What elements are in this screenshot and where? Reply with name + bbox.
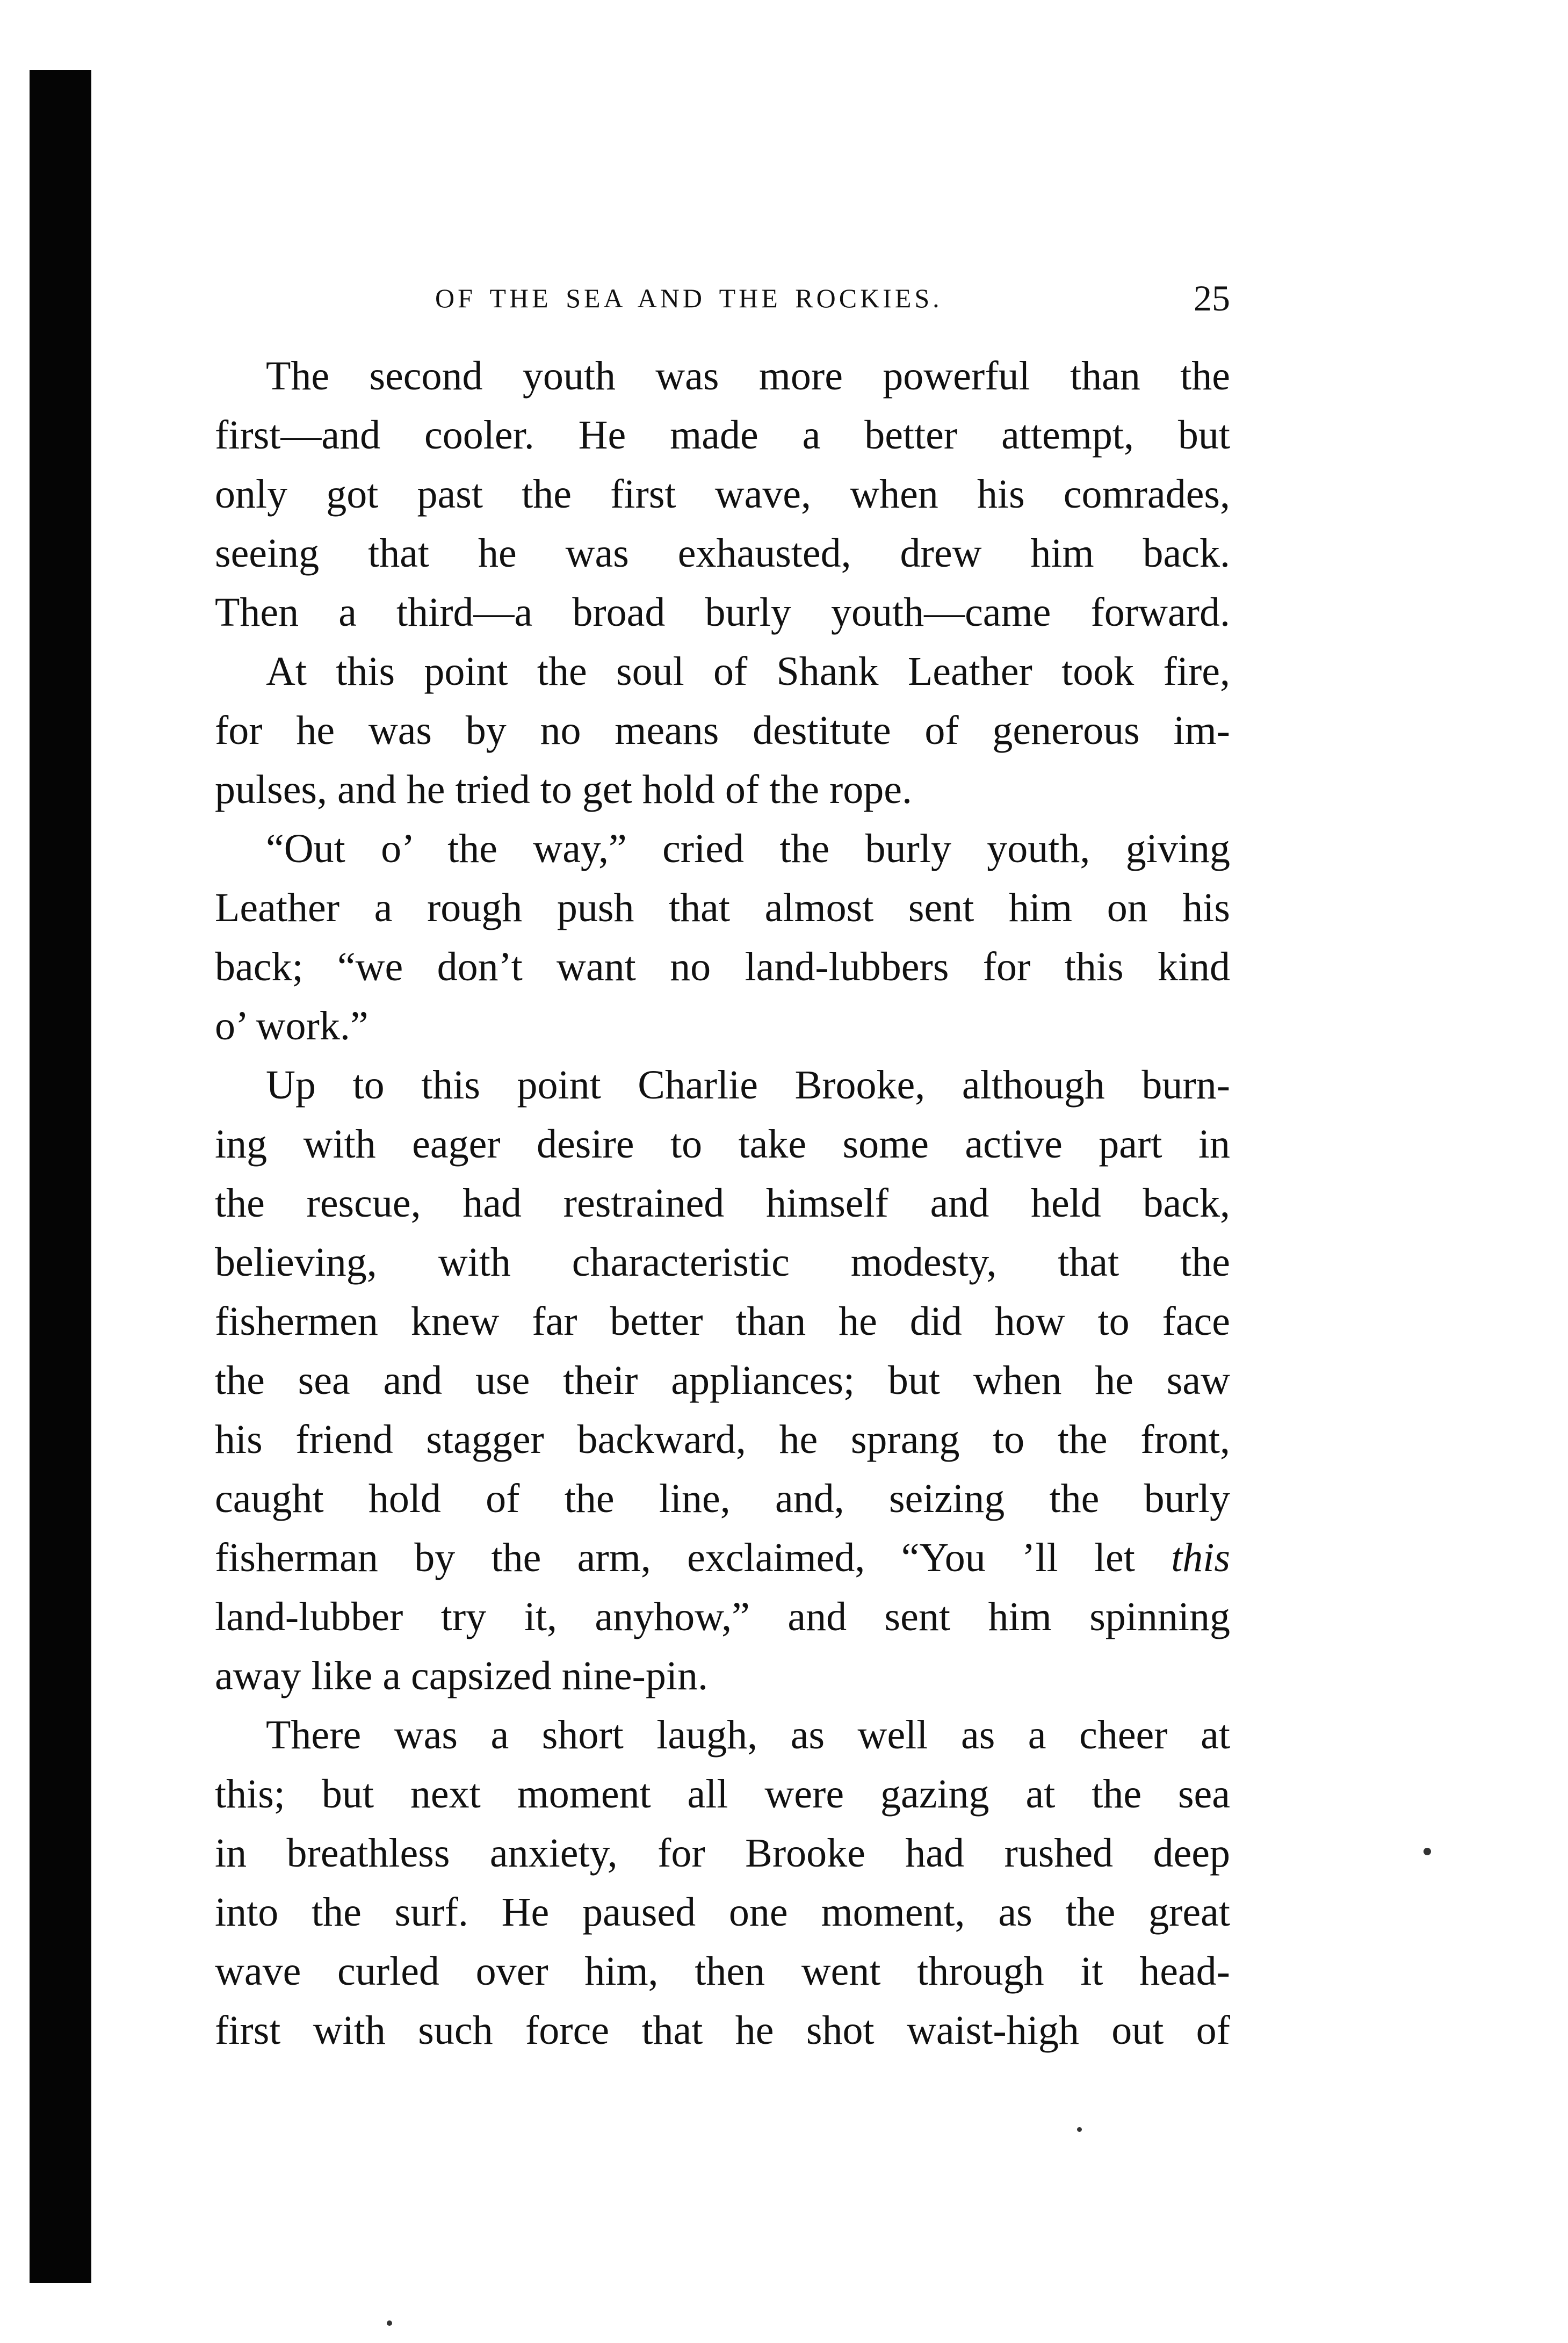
book-binding-edge bbox=[30, 70, 91, 2283]
text-line: first—and cooler. He made a better attempt, but bbox=[215, 413, 1230, 458]
text-line: Leather a rough push that almost sent him on his bbox=[215, 885, 1230, 930]
body-text bbox=[215, 346, 1230, 2060]
paragraph bbox=[215, 346, 1230, 642]
text-line: wave curled over him, then went through it head- bbox=[215, 1949, 1230, 1994]
text-line: believing, with characteristic modesty, that the bbox=[215, 1240, 1230, 1285]
text-line: ing with eager desire to take some active part in bbox=[215, 1122, 1230, 1167]
text-line: Then a third—a broad burly youth—came forward. bbox=[215, 590, 1230, 635]
scan-speck bbox=[1424, 1848, 1431, 1855]
text-line: only got past the first wave, when his comrades, bbox=[215, 472, 1230, 517]
paragraph bbox=[215, 642, 1230, 819]
text-line-start: fisherman by the arm, exclaimed, “You ’ll let bbox=[215, 1535, 1135, 1580]
text-line: The second youth was more powerful than the bbox=[266, 353, 1230, 399]
page-header bbox=[215, 269, 1230, 328]
text-line: caught hold of the line, and, seizing the burly bbox=[215, 1476, 1230, 1521]
paragraph bbox=[215, 1705, 1230, 2060]
text-line: Up to this point Charlie Brooke, although burn- bbox=[266, 1062, 1230, 1108]
text-line: his friend stagger backward, he sprang to the front, bbox=[215, 1417, 1230, 1462]
text-line: into the surf. He paused one moment, as the great bbox=[215, 1890, 1230, 1935]
page-number: 25 bbox=[1194, 278, 1230, 319]
paragraph bbox=[215, 819, 1230, 1055]
text-line: seeing that he was exhausted, drew him back. bbox=[215, 531, 1230, 576]
text-line: land-lubber try it, anyhow,” and sent him spinning bbox=[215, 1594, 1230, 1639]
text-line: o’ work.” bbox=[215, 1003, 368, 1048]
text-line: At this point the soul of Shank Leather took fire, bbox=[266, 649, 1230, 694]
paragraph bbox=[215, 1055, 1230, 1705]
text-line: for he was by no means destitute of generous im- bbox=[215, 708, 1230, 753]
text-line-with-emphasis bbox=[215, 1528, 1230, 1587]
text-line: pulses, and he tried to get hold of the rope. bbox=[215, 767, 913, 812]
text-line: this; but next moment all were gazing at the sea bbox=[215, 1771, 1230, 1817]
text-line: the rescue, had restrained himself and held back, bbox=[215, 1181, 1230, 1226]
text-line: away like a capsized nine-pin. bbox=[215, 1653, 708, 1698]
text-line: the sea and use their appliances; but when he saw bbox=[215, 1358, 1230, 1403]
text-line: in breathless anxiety, for Brooke had rushed deep bbox=[215, 1831, 1230, 1876]
running-head: OF THE SEA AND THE ROCKIES. bbox=[435, 283, 943, 313]
text-line: There was a short laugh, as well as a cheer at bbox=[266, 1712, 1230, 1758]
scan-speck bbox=[1077, 2127, 1082, 2132]
text-line: first with such force that he shot waist-high out of bbox=[215, 2008, 1230, 2053]
text-line: “Out o’ the way,” cried the burly youth, giving bbox=[266, 826, 1230, 871]
scan-speck bbox=[387, 2320, 392, 2326]
emphasized-word: this bbox=[1171, 1535, 1230, 1580]
text-line: fishermen knew far better than he did how to face bbox=[215, 1299, 1230, 1344]
text-line: back; “we don’t want no land-lubbers for this kind bbox=[215, 944, 1230, 989]
